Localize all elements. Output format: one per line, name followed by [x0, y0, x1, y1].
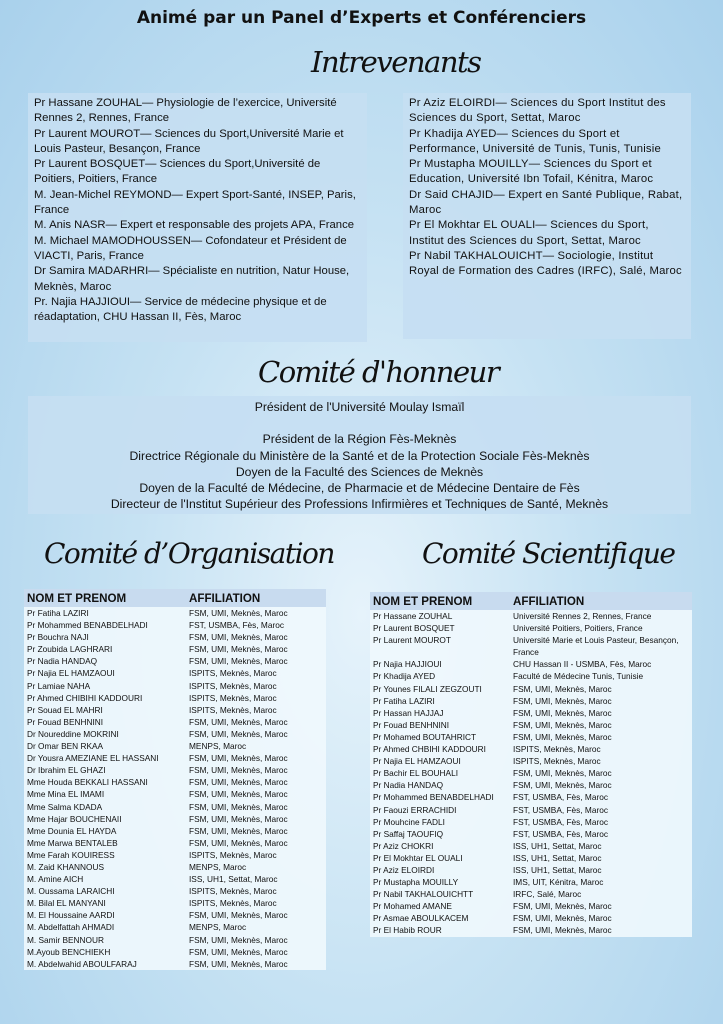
member-affiliation: FST, USMBA, Fès, Maroc: [513, 792, 608, 803]
member-name: Dr Yousra AMEZIANE EL HASSANI: [27, 753, 159, 764]
member-name: M. Oussama LARAICHI: [27, 886, 115, 897]
member-affiliation: CHU Hassan II - USMBA, Fès, Maroc: [513, 659, 652, 670]
member-name: Pr Souad EL MAHRI: [27, 704, 103, 715]
member-name: Pr Nadia HANDAQ: [27, 656, 98, 667]
member-name: M. Zaid KHANNOUS: [27, 861, 104, 872]
member-name: M. Samir BENNOUR: [27, 934, 104, 945]
member-affiliation: FSM, UMI, Meknès, Maroc: [189, 910, 288, 921]
table-row: [370, 634, 692, 658]
table-row: [24, 692, 326, 704]
table-row: [24, 921, 326, 933]
member-affiliation: FSM, UMI, Meknès, Maroc: [189, 777, 288, 788]
scientifique-table: [370, 592, 692, 937]
member-affiliation: Université Marie et Louis Pasteur, Besançon, France: [513, 635, 679, 658]
member-name: Pr Fatiha LAZIRI: [373, 695, 435, 706]
member-affiliation: ISPITS, Meknès, Maroc: [189, 704, 277, 715]
member-name: M. Bilal EL MANYANI: [27, 898, 106, 909]
member-affiliation: Université Poitiers, Poitiers, France: [513, 623, 643, 634]
table-row: [370, 888, 692, 900]
member-affiliation: FSM, UMI, Meknès, Maroc: [189, 813, 288, 824]
honor-title: Comité d'honneur: [258, 355, 499, 389]
table-row: [370, 900, 692, 912]
honor-line: Directrice Régionale du Ministère de la Santé et de la Protection Sociale Fès-Meknès: [129, 448, 590, 463]
member-affiliation: MENPS, Maroc: [189, 861, 247, 872]
member-name: Dr Omar BEN RKAA: [27, 741, 104, 752]
table-row: [24, 740, 326, 752]
member-affiliation: IRFC, Salé, Maroc: [513, 889, 582, 900]
member-affiliation: FSM, UMI, Meknès, Maroc: [189, 753, 288, 764]
speaker-entry: Dr Samira MADARHRI— Spécialiste en nutrition, Natur House, Meknès, Maroc: [34, 265, 350, 293]
table-row: [370, 755, 692, 767]
speaker-entry: Pr Laurent BOSQUET— Sciences du Sport,Université de Poitiers, Poitiers, France: [34, 158, 321, 186]
member-name: Pr Fatiha LAZIRI: [27, 608, 89, 618]
table-row: [370, 924, 692, 936]
member-affiliation: FSM, UMI, Meknès, Maroc: [189, 801, 288, 812]
member-name: Mme Marwa BENTALEB: [27, 837, 118, 848]
member-affiliation: Faculté de Médecine Tunis, Tunisie: [513, 671, 644, 682]
speaker-entry: M. Michael MAMODHOUSSEN— Cofondateur et Président de VIACTI, Paris, France: [34, 234, 347, 262]
member-name: Pr El Mokhtar EL OUALI: [373, 852, 463, 863]
honor-line: Doyen de la Faculté de Médecine, de Pharmacie et de Médecine Dentaire de Fès: [139, 481, 580, 496]
table-row: [24, 909, 326, 921]
table-row: [370, 791, 692, 803]
member-affiliation: FSM, UMI, Meknès, Maroc: [513, 768, 612, 779]
member-affiliation: FSM, UMI, Meknès, Maroc: [513, 901, 612, 912]
member-name: Pr Bachir EL BOUHALI: [373, 768, 458, 779]
table-row: [370, 622, 692, 634]
member-affiliation: ISPITS, Meknès, Maroc: [189, 898, 277, 909]
member-name: Pr Ahmed CHIBIHI KADDOURI: [27, 692, 143, 703]
table-row: [24, 958, 326, 970]
honor-line: Président de la Région Fès-Meknès: [262, 432, 457, 447]
member-affiliation: FSM, UMI, Meknès, Maroc: [513, 719, 612, 730]
table-row: [370, 840, 692, 852]
member-affiliation: FSM, UMI, Meknès, Maroc: [189, 946, 288, 957]
speaker-entry: M. Jean-Michel REYMOND— Expert Sport-Santé, INSEP, Paris, France: [34, 188, 356, 217]
member-name: Pr Aziz CHOKRI: [373, 840, 434, 851]
member-name: Mme Salma KDADA: [27, 801, 103, 812]
member-name: Pr Fouad BENHNINI: [373, 719, 450, 730]
member-affiliation: FSM, UMI, Meknès, Maroc: [513, 731, 612, 742]
table-row: [370, 767, 692, 779]
member-name: Dr Noureddine MOKRINI: [27, 728, 119, 739]
member-affiliation: ISS, UH1, Settat, Maroc: [513, 852, 602, 863]
member-affiliation: FSM, UMI, Meknès, Maroc: [189, 632, 288, 643]
member-affiliation: FSM, UMI, Meknès, Maroc: [189, 825, 288, 836]
speakers-left-panel: [28, 93, 367, 342]
table-row: [24, 861, 326, 873]
member-name: Pr Nadia HANDAQ: [373, 780, 444, 791]
member-name: Pr Hassan HAJJAJ: [373, 707, 444, 718]
member-affiliation: ISPITS, Meknès, Maroc: [189, 692, 277, 703]
member-name: Pr Mustapha MOUILLY: [373, 877, 459, 888]
member-affiliation: FST, USMBA, Fès, Maroc: [513, 804, 608, 815]
member-name: Pr Najia HAJJIOUI: [373, 659, 442, 670]
member-affiliation: ISPITS, Meknès, Maroc: [189, 680, 277, 691]
table-row: [24, 655, 326, 667]
scientifique-title: Comité Scientifique: [422, 537, 675, 570]
member-affiliation: FSM, UMI, Meknès, Maroc: [189, 765, 288, 776]
speaker-entry: Pr. Najia HAJJIOUI— Service de médecine physique et de réadaptation, CHU Hassan II, Fès, Maroc: [34, 295, 327, 324]
member-name: Pr Saffaj TAOUFIQ: [373, 828, 444, 839]
member-name: Pr Asmae ABOULKACEM: [373, 913, 469, 924]
table-row: [24, 776, 326, 788]
organisation-table: [24, 589, 326, 970]
member-name: Mme Hajar BOUCHENAII: [27, 813, 122, 824]
member-name: Dr Ibrahim EL GHAZI: [27, 765, 106, 776]
speakers-right-panel: [403, 93, 691, 339]
member-affiliation: FSM, UMI, Meknès, Maroc: [189, 656, 288, 667]
member-affiliation: ISS, UH1, Settat, Maroc: [513, 840, 602, 851]
scientifique-col-name: NOM ET PRENOM: [370, 592, 510, 610]
member-name: Pr Mouhcine FADLI: [373, 816, 445, 827]
table-row: [24, 849, 326, 861]
member-name: Pr Mohammed BENABDELHADI: [373, 792, 494, 803]
member-affiliation: FSM, UMI, Meknès, Maroc: [513, 707, 612, 718]
table-row: [370, 816, 692, 828]
member-affiliation: FSM, UMI, Meknès, Maroc: [189, 716, 288, 727]
member-affiliation: FST, USMBA, Fès, Maroc: [513, 828, 608, 839]
honor-line: Directeur de l'Institut Supérieur des Professions Infirmières et Techniques de Santé, Meknès: [110, 497, 609, 512]
speaker-entry: Pr Aziz ELOIRDI— Sciences du Sport Institut des Sciences du Sport, Settat, Maroc: [409, 97, 666, 125]
honor-lines: [28, 399, 691, 512]
table-row: [24, 667, 326, 679]
speaker-entry: Pr El Mokhtar EL OUALI— Sciences du Sport, Institut des Sciences du Sport, Settat, Maroc: [409, 219, 649, 247]
table-row: [24, 619, 326, 631]
table-row: [24, 837, 326, 849]
table-row: [370, 804, 692, 816]
table-row: [370, 828, 692, 840]
member-name: Mme Farah KOUIRESS: [27, 849, 115, 860]
table-row: [24, 885, 326, 897]
member-affiliation: ISPITS, Meknès, Maroc: [513, 756, 601, 767]
speaker-entry: M. Anis NASR— Expert et responsable des projets APA, France: [34, 219, 355, 232]
table-row: [24, 728, 326, 740]
member-name: Pr Faouzi ERRACHIDI: [373, 804, 457, 815]
member-affiliation: FSM, UMI, Meknès, Maroc: [513, 683, 612, 694]
member-affiliation: MENPS, Maroc: [189, 922, 247, 933]
speakers-left-list: [34, 96, 361, 325]
member-affiliation: FSM, UMI, Meknès, Maroc: [513, 913, 612, 924]
member-affiliation: FST, USMBA, Fès, Maroc: [189, 620, 284, 631]
table-row: [24, 801, 326, 813]
member-affiliation: FSM, UMI, Meknès, Maroc: [189, 728, 288, 739]
headline: Animé par un Panel d’Experts et Conférenciers: [136, 8, 587, 28]
member-name: M. Abdelwahid ABOULFARAJ: [27, 958, 137, 969]
member-name: Pr Najia EL HAMZAOUI: [27, 668, 115, 679]
member-name: Pr Fouad BENHNINI: [27, 716, 104, 727]
organisation-rows: [24, 607, 326, 970]
table-row: [370, 731, 692, 743]
speaker-entry: Dr Said CHAJID— Expert en Santé Publique, Rabat, Maroc: [409, 188, 683, 217]
member-name: Pr Ahmed CHBIHI KADDOURI: [373, 744, 486, 755]
honor-line: Doyen de la Faculté des Sciences de Meknès: [235, 464, 484, 479]
member-name: Pr Aziz ELOIRDI: [373, 864, 435, 875]
member-name: M. El Houssaine AARDI: [27, 910, 115, 921]
organisation-header-row: [24, 589, 326, 607]
scientifique-header-row: [370, 592, 692, 610]
member-affiliation: FSM, UMI, Meknès, Maroc: [513, 925, 612, 936]
table-row: [24, 716, 326, 728]
speaker-entry: Pr Laurent MOUROT— Sciences du Sport,Université Marie et Louis Pasteur, Besançon, France: [34, 127, 344, 155]
member-name: Pr Nabil TAKHALOUICHTT: [373, 889, 474, 900]
table-row: [370, 864, 692, 876]
speakers-title: Intrevenants: [311, 45, 481, 79]
honor-line: [28, 415, 691, 431]
table-row: [370, 719, 692, 731]
table-row: [24, 813, 326, 825]
table-row: [370, 743, 692, 755]
member-name: M.Ayoub BENCHIEKH: [27, 946, 111, 957]
organisation-title: Comité d’Organisation: [44, 537, 334, 570]
member-name: Pr Zoubida LAGHRARI: [27, 644, 113, 655]
member-name: Pr Hassane ZOUHAL: [373, 611, 453, 621]
table-row: [370, 610, 692, 622]
member-affiliation: ISPITS, Meknès, Maroc: [189, 668, 277, 679]
member-affiliation: FSM, UMI, Meknès, Maroc: [189, 934, 288, 945]
table-row: [370, 670, 692, 682]
member-affiliation: ISPITS, Meknès, Maroc: [189, 886, 277, 897]
member-affiliation: ISPITS, Meknès, Maroc: [513, 744, 601, 755]
organisation-col-affiliation: AFFILIATION: [186, 589, 326, 607]
table-row: [370, 707, 692, 719]
member-name: Pr Mohammed BENABDELHADI: [27, 620, 148, 631]
table-row: [24, 680, 326, 692]
honor-line: Président de l'Université Moulay Ismaïl: [254, 400, 465, 414]
table-row: [24, 764, 326, 776]
member-affiliation: FST, USMBA, Fès, Maroc: [513, 816, 608, 827]
member-name: Mme Houda BEKKALI HASSANI: [27, 777, 148, 788]
member-name: Pr El Habib ROUR: [373, 925, 442, 936]
speaker-entry: Pr Hassane ZOUHAL— Physiologie de l’exercice, Université Rennes 2, Rennes, France: [34, 97, 337, 125]
table-row: [24, 825, 326, 837]
member-affiliation: IMS, UIT, Kénitra, Maroc: [513, 877, 604, 888]
member-name: Pr Najia EL HAMZAOUI: [373, 756, 461, 767]
table-row: [24, 752, 326, 764]
table-row: [24, 873, 326, 885]
speaker-entry: Pr Nabil TAKHALOUICHT— Sociologie, Institut Royal de Formation des Cadres (IRFC), Salé, Maroc: [409, 249, 682, 278]
member-name: Mme Mina EL IMAMI: [27, 789, 105, 800]
member-affiliation: ISPITS, Meknès, Maroc: [189, 849, 277, 860]
table-row: [24, 631, 326, 643]
member-affiliation: Université Rennes 2, Rennes, France: [513, 611, 652, 621]
member-name: Pr Lamiae NAHA: [27, 680, 91, 691]
member-name: Pr Khadija AYED: [373, 671, 436, 682]
member-affiliation: ISS, UH1, Settat, Maroc: [513, 864, 602, 875]
member-name: Pr Bouchra NAJI: [27, 632, 89, 643]
table-row: [24, 897, 326, 909]
member-name: Pr Laurent BOSQUET: [373, 623, 455, 634]
member-affiliation: FSM, UMI, Meknès, Maroc: [513, 780, 612, 791]
table-row: [24, 643, 326, 655]
table-row: [24, 934, 326, 946]
member-affiliation: MENPS, Maroc: [189, 741, 247, 752]
table-row: [370, 912, 692, 924]
table-row: [370, 852, 692, 864]
table-row: [370, 658, 692, 670]
table-row: [370, 683, 692, 695]
table-row: [24, 704, 326, 716]
member-name: Pr Mohamed BOUTAHRICT: [373, 731, 477, 742]
table-row: [370, 695, 692, 707]
honor-panel: [28, 396, 691, 514]
member-affiliation: FSM, UMI, Meknès, Maroc: [189, 644, 288, 655]
speaker-entry: Pr Mustapha MOUILLY— Sciences du Sport et Education, Université Ibn Tofail, Kénitra, Maroc: [409, 158, 654, 186]
scientifique-rows: [370, 610, 692, 937]
member-name: Mme Dounia EL HAYDA: [27, 825, 117, 836]
member-affiliation: FSM, UMI, Meknès, Maroc: [189, 608, 288, 618]
member-name: Pr Laurent MOUROT: [373, 635, 451, 646]
member-affiliation: FSM, UMI, Meknès, Maroc: [513, 695, 612, 706]
member-affiliation: ISS, UH1, Settat, Maroc: [189, 874, 278, 885]
table-row: [24, 607, 326, 619]
member-name: Pr Younes FILALI ZEGZOUTI: [373, 683, 482, 694]
member-name: M. Abdelfattah AHMADI: [27, 922, 115, 933]
scientifique-col-affiliation: AFFILIATION: [510, 592, 692, 610]
speakers-right-list: [409, 96, 685, 280]
member-affiliation: FSM, UMI, Meknès, Maroc: [189, 837, 288, 848]
member-name: Pr Mohamed AMANE: [373, 901, 452, 912]
table-row: [24, 788, 326, 800]
member-affiliation: FSM, UMI, Meknès, Maroc: [189, 958, 288, 969]
organisation-col-name: NOM ET PRENOM: [24, 589, 186, 607]
table-row: [370, 876, 692, 888]
member-name: M. Amine AICH: [27, 874, 84, 885]
speaker-entry: Pr Khadija AYED— Sciences du Sport et Performance, Université de Tunis, Tunis, Tunisie: [409, 127, 661, 155]
member-affiliation: FSM, UMI, Meknès, Maroc: [189, 789, 288, 800]
table-row: [24, 946, 326, 958]
table-row: [370, 779, 692, 791]
